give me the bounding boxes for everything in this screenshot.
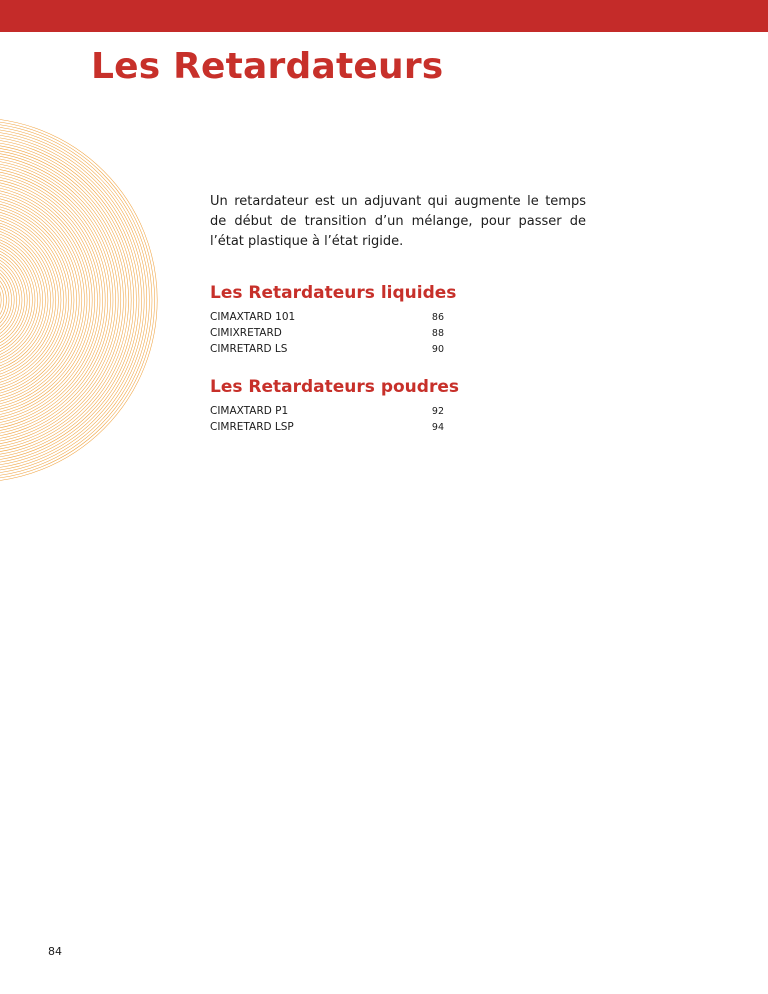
concentric-rings-graphic (0, 0, 170, 500)
toc-entry-name: CIMIXRETARD (210, 327, 282, 339)
toc-list-liquides (210, 309, 444, 357)
section-liquides (210, 282, 586, 357)
toc-entry-name: CIMAXTARD P1 (210, 405, 289, 417)
intro-paragraph: Un retardateur est un adjuvant qui augmente le temps de début de transition d’un mélange, pour passer de l’état plastique à l’état rigide. (210, 194, 586, 249)
toc-entry-name: CIMAXTARD 101 (210, 311, 296, 323)
page-number: 84 (48, 945, 62, 958)
toc-entry[interactable] (210, 403, 444, 419)
toc-entry[interactable] (210, 341, 444, 357)
toc-entry-name: CIMRETARD LS (210, 343, 288, 355)
toc-entry-name: CIMRETARD LSP (210, 421, 294, 433)
main-content (210, 192, 586, 435)
toc-entry[interactable] (210, 309, 444, 325)
toc-entry-page: 88 (431, 328, 444, 339)
section-title-liquides: Les Retardateurs liquides (210, 283, 457, 303)
toc-entry[interactable] (210, 325, 444, 341)
toc-entry-page: 86 (431, 312, 444, 323)
toc-entry[interactable] (210, 419, 444, 435)
section-poudres (210, 376, 586, 435)
toc-entry-page: 94 (431, 422, 444, 433)
section-title-poudres: Les Retardateurs poudres (210, 377, 459, 397)
toc-entry-page: 90 (431, 344, 444, 355)
toc-entry-page: 92 (431, 406, 444, 417)
toc-list-poudres (210, 403, 444, 435)
page-title: Les Retardateurs (91, 46, 444, 87)
